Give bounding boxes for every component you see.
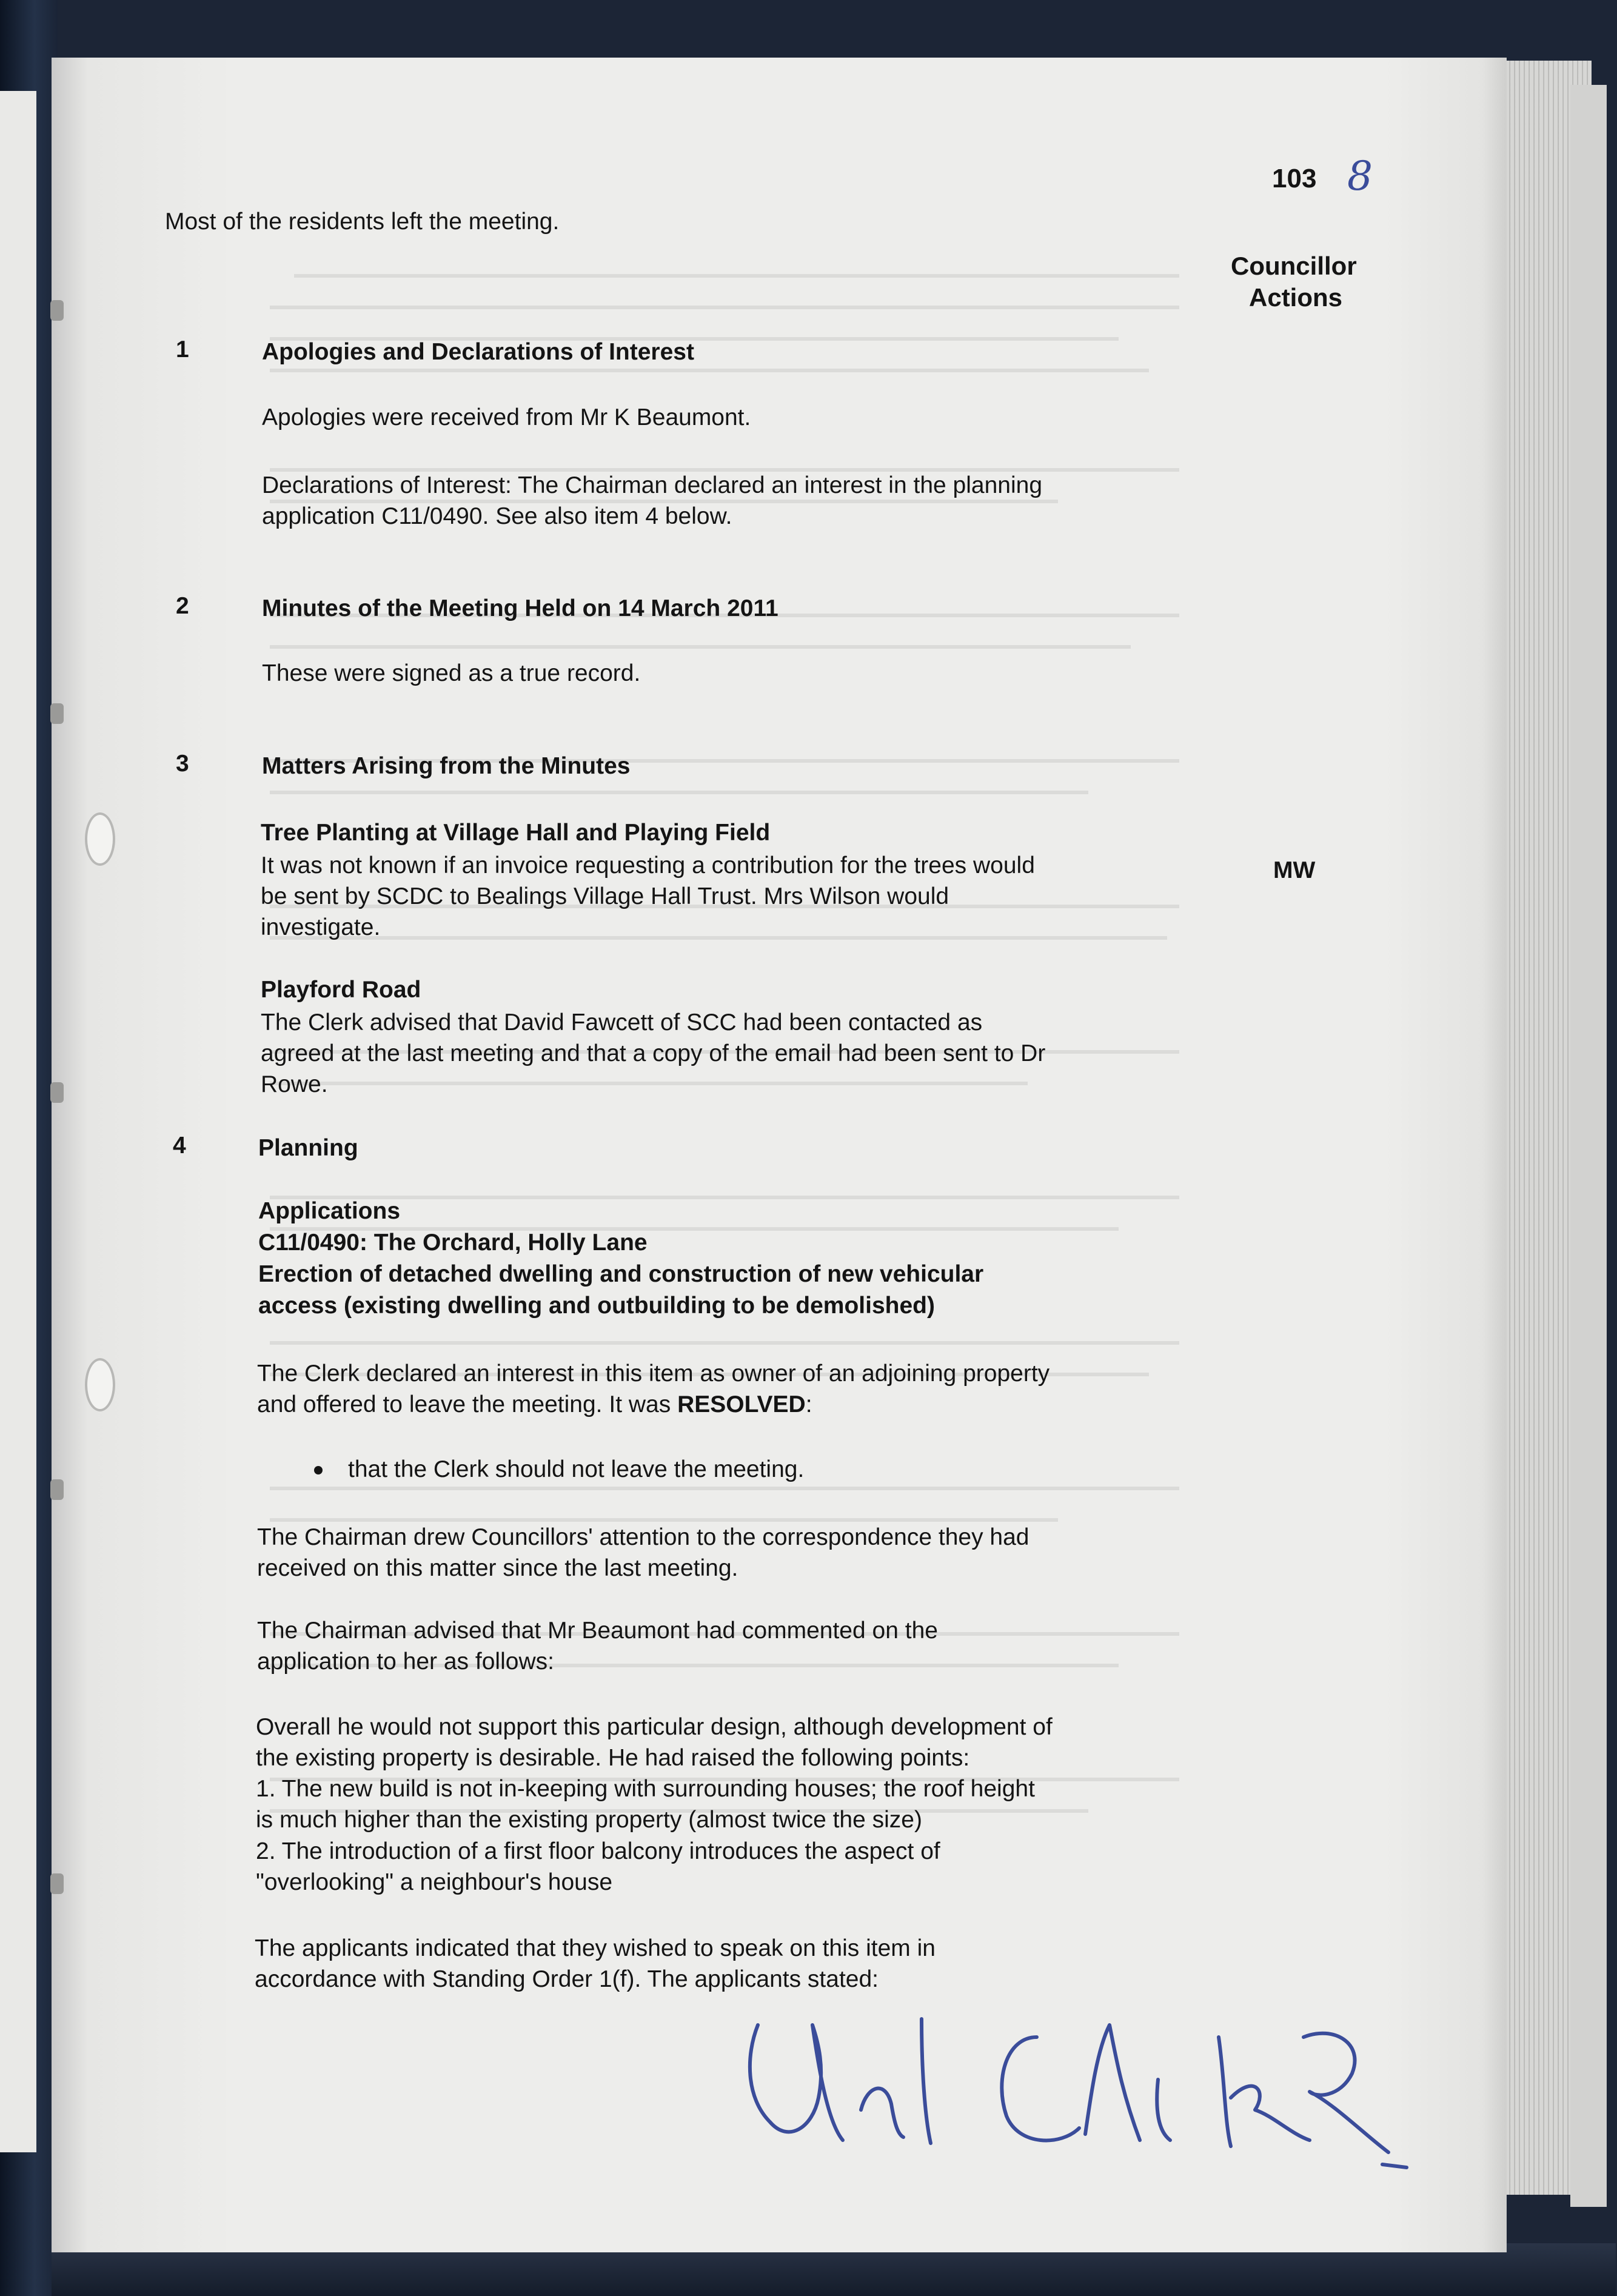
bullet-dot	[314, 1466, 323, 1474]
binder-ring	[50, 300, 64, 321]
paragraph: the existing property is desirable. He had raised the following points:	[256, 1745, 970, 1771]
bullet-item: that the Clerk should not leave the meeting.	[348, 1456, 805, 1482]
item-number: 1	[176, 336, 189, 363]
paragraph: Overall he would not support this particular design, although development of	[256, 1714, 1053, 1740]
punch-hole	[85, 1358, 115, 1411]
item-heading: Matters Arising from the Minutes	[262, 753, 631, 779]
paragraph: agreed at the last meeting and that a copy of the email had been sent to Dr	[261, 1040, 1046, 1066]
item-number: 3	[176, 751, 189, 777]
handwritten-page-number: 8	[1347, 153, 1373, 199]
text-run: and offered to leave the meeting. It was	[257, 1391, 678, 1417]
punch-hole	[85, 812, 115, 866]
action-initials: MW	[1273, 857, 1316, 883]
application-desc: Erection of detached dwelling and construction of new vehicular	[258, 1261, 984, 1287]
item-heading: Planning	[258, 1135, 358, 1161]
facing-page-edge	[0, 91, 36, 2152]
paragraph: The Clerk advised that David Fawcett of SCC had been contacted as	[261, 1009, 983, 1036]
actions-header-line1: Councillor	[1231, 252, 1357, 280]
paragraph: The Chairman advised that Mr Beaumont had commented on the	[257, 1618, 938, 1644]
resolved-keyword: RESOLVED	[677, 1391, 806, 1417]
item-number: 2	[176, 593, 189, 619]
application-desc: access (existing dwelling and outbuilding to be demolished)	[258, 1293, 935, 1319]
page-number: 103	[1272, 164, 1317, 193]
page-stack-edges-back	[1570, 85, 1607, 2207]
paragraph: 2. The introduction of a first floor balcony introduces the aspect of	[256, 1838, 940, 1864]
subheading: Tree Planting at Village Hall and Playing Field	[261, 820, 771, 846]
binder-ring	[50, 703, 64, 724]
paragraph: These were signed as a true record.	[262, 660, 641, 686]
binder-ring	[50, 1082, 64, 1103]
paragraph: Apologies were received from Mr K Beaumont.	[262, 404, 751, 430]
paragraph: Rowe.	[261, 1071, 328, 1097]
paragraph: accordance with Standing Order 1(f). The applicants stated:	[255, 1966, 879, 1992]
paragraph: application C11/0490. See also item 4 below.	[262, 503, 732, 529]
paragraph: 1. The new build is not in-keeping with surrounding houses; the roof height	[256, 1776, 1035, 1802]
paragraph: be sent by SCDC to Bealings Village Hall Trust. Mrs Wilson would	[261, 883, 949, 909]
text-run: :	[805, 1391, 812, 1417]
binder-ring	[50, 1873, 64, 1894]
handwritten-signature	[721, 2001, 1419, 2183]
paragraph: received on this matter since the last meeting.	[257, 1555, 738, 1581]
paragraph: Declarations of Interest: The Chairman declared an interest in the planning	[262, 472, 1043, 498]
item-heading: Apologies and Declarations of Interest	[262, 339, 694, 365]
paragraph: application to her as follows:	[257, 1648, 554, 1675]
paragraph	[257, 1389, 812, 1420]
paragraph: The applicants indicated that they wished to speak on this item in	[255, 1935, 936, 1961]
application-ref: C11/0490: The Orchard, Holly Lane	[258, 1230, 648, 1256]
binder-ring	[50, 1479, 64, 1500]
intro-line: Most of the residents left the meeting.	[165, 209, 560, 235]
paragraph: The Chairman drew Councillors' attention to the correspondence they had	[257, 1524, 1029, 1550]
paragraph: investigate.	[261, 914, 381, 940]
subheading: Applications	[258, 1198, 401, 1224]
subheading: Playford Road	[261, 977, 421, 1003]
paragraph: "overlooking" a neighbour's house	[256, 1869, 613, 1895]
item-number: 4	[173, 1133, 186, 1159]
paragraph: is much higher than the existing property (almost twice the size)	[256, 1807, 922, 1833]
actions-header-line2: Actions	[1249, 283, 1343, 312]
paragraph: The Clerk declared an interest in this item as owner of an adjoining property	[257, 1361, 1050, 1387]
paragraph: It was not known if an invoice requesting a contribution for the trees would	[261, 852, 1035, 879]
item-heading: Minutes of the Meeting Held on 14 March 2011	[262, 595, 778, 621]
